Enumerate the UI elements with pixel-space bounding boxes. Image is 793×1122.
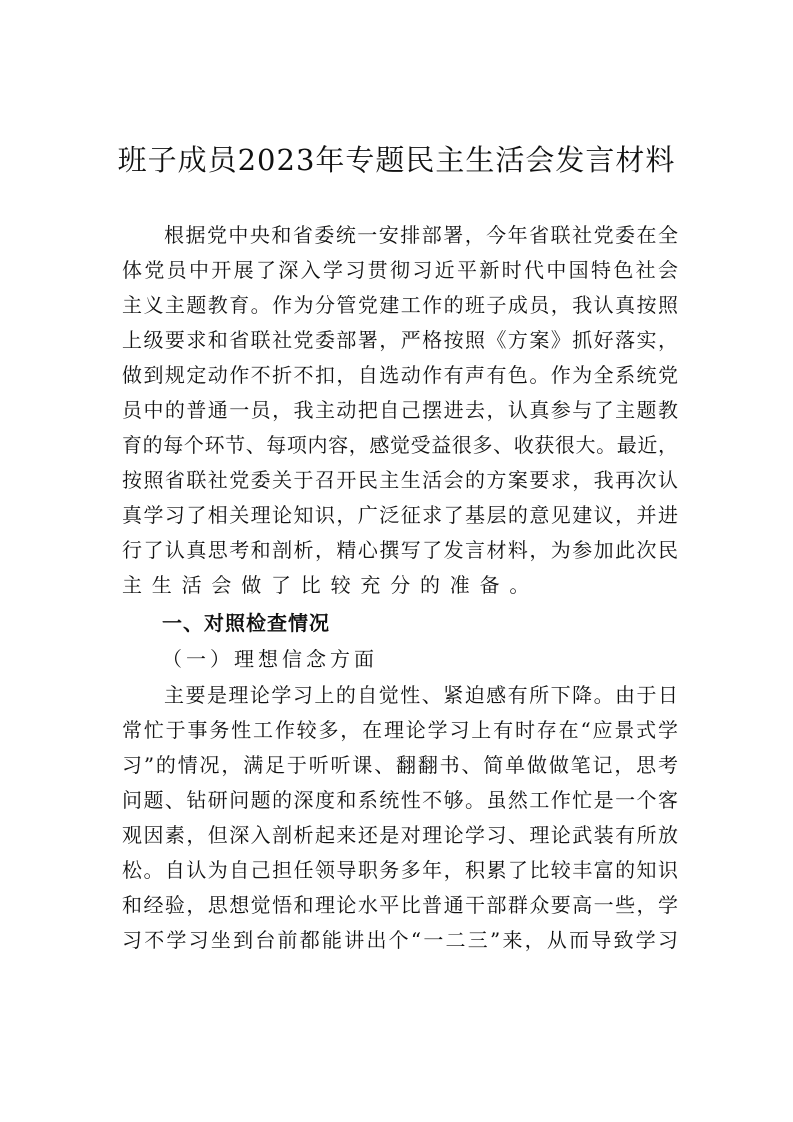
text-line: 常忙于事务性工作较多，在理论学习上有时存在“应景式学 (122, 718, 678, 742)
paragraph-ideals (122, 678, 678, 958)
section-heading: 一、对照检查情况 (162, 611, 330, 635)
text-line: 松。自认为自己担任领导职务多年，积累了比较丰富的知识 (122, 858, 678, 882)
text-line: 习不学习坐到台前都能讲出个“一二三”来，从而导致学习 (122, 928, 678, 952)
text-line: 主要是理论学习上的自觉性、紧迫感有所下降。由于日 (164, 683, 678, 707)
document-body (122, 218, 678, 958)
text-line: 育的每个环节、每项内容，感觉受益很多、收获很大。最近， (122, 433, 678, 457)
text-line: 上级要求和省联社党委部署，严格按照《方案》抓好落实， (122, 328, 678, 352)
document-title: 班子成员2023年专题民主生活会发言材料 (117, 143, 676, 177)
text-line: 行了认真思考和剖析，精心撰写了发言材料，为参加此次民 (122, 538, 678, 562)
text-line: 习”的情况，满足于听听课、翻翻书、简单做做笔记，思考 (122, 753, 678, 777)
text-line: 主义主题教育。作为分管党建工作的班子成员，我认真按照 (122, 293, 678, 317)
text-line: 真学习了相关理论知识，广泛征求了基层的意见建议，并进 (122, 503, 678, 527)
text-line: 按照省联社党委关于召开民主生活会的方案要求，我再次认 (122, 468, 678, 492)
text-line: 问题、钻研问题的深度和系统性不够。虽然工作忙是一个客 (122, 788, 678, 812)
text-line: 员中的普通一员，我主动把自己摆进去，认真参与了主题教 (122, 398, 678, 422)
text-line: 观因素，但深入剖析起来还是对理论学习、理论武装有所放 (122, 823, 678, 847)
paragraph-intro (122, 218, 678, 603)
text-line: 和经验，思想觉悟和理论水平比普通干部群众要高一些，学 (122, 893, 678, 917)
text-line: 主生活会做了比较充分的准备。 (122, 573, 540, 597)
subsection-heading: （一）理想信念方面 (162, 647, 378, 671)
text-line: 做到规定动作不折不扣，自选动作有声有色。作为全系统党 (122, 363, 678, 387)
text-line: 体党员中开展了深入学习贯彻习近平新时代中国特色社会 (122, 258, 678, 282)
text-line: 根据党中央和省委统一安排部署，今年省联社党委在全 (164, 223, 678, 247)
